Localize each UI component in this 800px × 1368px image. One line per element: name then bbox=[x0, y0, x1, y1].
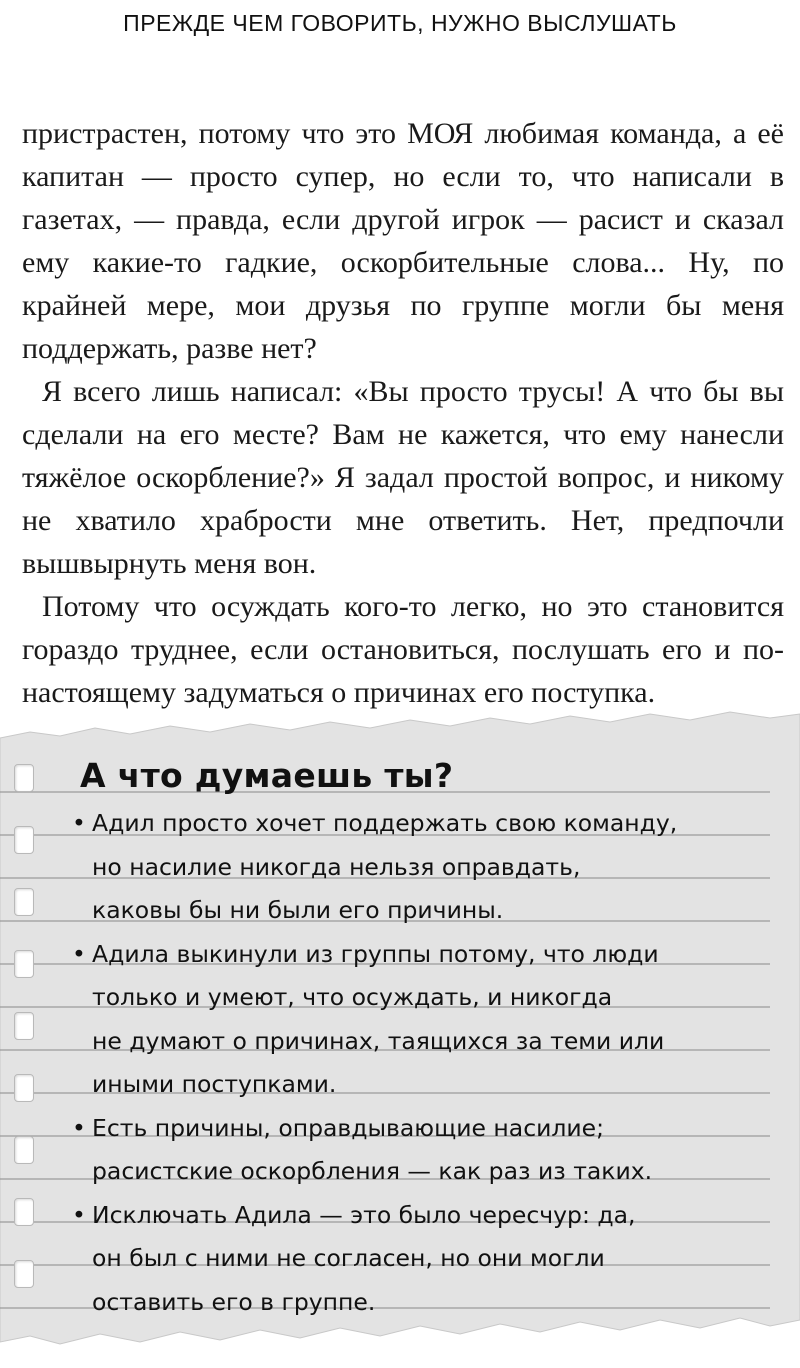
notebook-paper-box bbox=[0, 710, 800, 1368]
list-item-line: он был с ними не согласен, но они могли bbox=[92, 1244, 605, 1272]
list-item-line: Есть причины, оправдывающие насилие; bbox=[92, 1113, 605, 1142]
paragraph: Я всего лишь написал: «Вы просто трусы! А что бы вы сделали на его месте? Вам не кажется, что ему нанесли тяжёлое оскорбление?» Я задал простой вопрос, и никому не хватило храбрости мне ответить. Нет, предпочли вышвырнуть меня вон. bbox=[22, 375, 784, 580]
binder-hole bbox=[14, 950, 34, 978]
running-head: ПРЕЖДЕ ЧЕМ ГОВОРИТЬ, НУЖНО ВЫСЛУШАТЬ bbox=[123, 10, 677, 36]
list-item-line: только и умеют, что осуждать, и никогда bbox=[92, 983, 613, 1011]
binder-hole bbox=[14, 1074, 34, 1102]
note-list bbox=[72, 802, 772, 1324]
list-item-line: оставить его в группе. bbox=[92, 1287, 376, 1316]
list-item-line: расистские оскорбления — как раз из таких. bbox=[92, 1157, 653, 1185]
binder-hole bbox=[14, 764, 34, 792]
list-item-line: каковы бы ни были его причины. bbox=[92, 896, 504, 924]
note-content bbox=[72, 754, 772, 1324]
list-item-line: Исключать Адила — это было чересчур: да, bbox=[92, 1200, 636, 1229]
list-item-line: Адил просто хочет поддержать свою команду, bbox=[92, 809, 678, 837]
list-item bbox=[72, 933, 732, 1107]
paragraph: Потому что осуждать кого-то легко, но это становится гораздо труднее, если остановиться, послушать его и по-настоящему задуматься о причинах его поступка. bbox=[22, 590, 784, 709]
bullet: • bbox=[72, 809, 86, 837]
bullet: • bbox=[72, 1113, 86, 1142]
binder-hole bbox=[14, 1198, 34, 1226]
body-text bbox=[22, 112, 784, 714]
bullet: • bbox=[72, 939, 86, 968]
paragraph: пристрастен, потому что это МОЯ любимая команда, а её капитан — просто супер, но если то, что написали в газетах, — правда, если другой игрок — расист и сказал ему какие-то гадкие, оскорбительные слова... Ну, по крайней мере, мои друзья по группе могли бы меня поддержать, разве нет? bbox=[22, 117, 784, 365]
list-item-line: Адила выкинули из группы потому, что люди bbox=[92, 939, 659, 968]
binder-hole bbox=[14, 1012, 34, 1040]
list-item bbox=[72, 1194, 732, 1325]
list-item bbox=[72, 1107, 732, 1194]
list-item bbox=[72, 802, 732, 933]
note-title: А что думаешь ты? bbox=[80, 756, 454, 795]
binder-hole bbox=[14, 826, 34, 854]
binder-hole bbox=[14, 1136, 34, 1164]
binder-hole bbox=[14, 888, 34, 916]
bullet: • bbox=[72, 1200, 86, 1229]
list-item-line: иными поступками. bbox=[92, 1070, 337, 1098]
list-item-line: не думают о причинах, таящихся за теми или bbox=[92, 1026, 665, 1055]
list-item-line: но насилие никогда нельзя оправдать, bbox=[92, 852, 581, 881]
binder-hole bbox=[14, 1260, 34, 1288]
